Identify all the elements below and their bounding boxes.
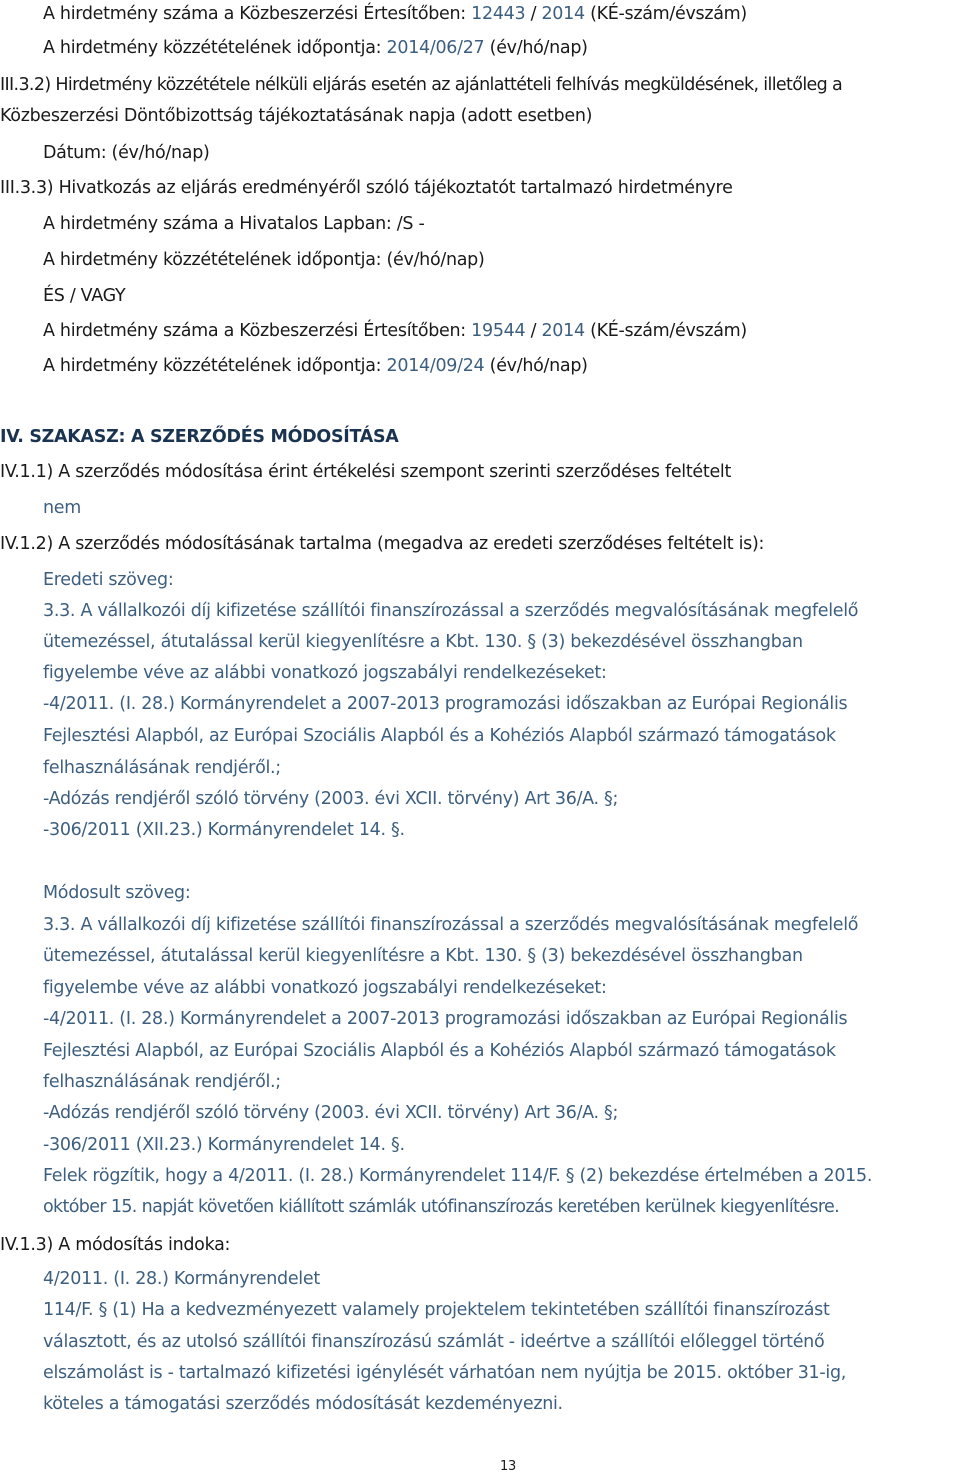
ke-number: 12443 xyxy=(471,4,526,24)
original-text-line: figyelembe véve az alábbi vonatkozó jogszabályi rendelkezéseket: xyxy=(43,663,607,683)
original-text-line: 3.3. A vállalkozói díj kifizetése szállítói finanszírozással a szerződés megvalósításának megfelelő xyxy=(43,601,859,621)
original-text-line: felhasználásának rendjéről.; xyxy=(43,758,281,778)
original-text-line: -Adózás rendjéről szóló törvény (2003. évi XCII. törvény) Art 36/A. §; xyxy=(43,789,619,809)
iv-1-2-question: IV.1.2) A szerződés módosításának tartalma (megadva az eredeti szerződéses feltételt is): xyxy=(0,534,765,554)
ojeu-publication-date: A hirdetmény közzétételének időpontja: (év/hó/nap) xyxy=(43,250,485,270)
reason-line: 4/2011. (I. 28.) Kormányrendelet xyxy=(43,1269,320,1289)
original-text-line: Fejlesztési Alapból, az Európai Szociális Alapból és a Kohéziós Alapból származó támogatások xyxy=(43,726,836,746)
and-or-separator: ÉS / VAGY xyxy=(43,286,126,306)
ke-publication-date-line: A hirdetmény közzétételének időpontja: 2014/06/27 (év/hó/nap) xyxy=(43,38,588,58)
ke-notice-number-line: A hirdetmény száma a Közbeszerzési Értesítőben: 12443 / 2014 (KÉ-szám/évszám) xyxy=(43,4,747,24)
modified-text-line: -Adózás rendjéről szóló törvény (2003. évi XCII. törvény) Art 36/A. §; xyxy=(43,1103,619,1123)
page-number: 13 xyxy=(500,1459,516,1474)
ke-notice-number-line-2: A hirdetmény száma a Közbeszerzési Értesítőben: 19544 / 2014 (KÉ-szám/évszám) xyxy=(43,321,747,341)
modified-text-line: Fejlesztési Alapból, az Európai Szociális Alapból és a Kohéziós Alapból származó támogatások xyxy=(43,1041,836,1061)
iv-1-1-answer: nem xyxy=(43,498,82,518)
ke-publication-date-line-2: A hirdetmény közzétételének időpontja: 2014/09/24 (év/hó/nap) xyxy=(43,356,588,376)
section-333-heading: III.3.3) Hivatkozás az eljárás eredményéről szóló tájékoztatót tartalmazó hirdetményre xyxy=(0,178,733,198)
original-text-line: -306/2011 (XII.23.) Kormányrendelet 14. §. xyxy=(43,820,405,840)
section-iv-title: IV. SZAKASZ: A SZERZŐDÉS MÓDOSÍTÁSA xyxy=(0,427,399,447)
modified-text-line: felhasználásának rendjéről.; xyxy=(43,1072,281,1092)
reason-line: választott, és az utolsó szállítói finanszírozású számlát - ideértve a szállítói előleggel történő xyxy=(43,1332,825,1352)
section-332-heading-line2: Közbeszerzési Döntőbizottság tájékoztatásának napja (adott esetben) xyxy=(0,106,593,126)
section-332-heading-line1: III.3.2) Hirdetmény közzététele nélküli eljárás esetén az ajánlattételi felhívás megküldésének, illetőleg a xyxy=(0,75,843,95)
modified-text-line: -4/2011. (I. 28.) Kormányrendelet a 2007-2013 programozási időszakban az Európai Regionális xyxy=(43,1009,848,1029)
modified-text-label: Módosult szöveg: xyxy=(43,883,191,903)
modified-text-line: október 15. napját követően kiállított számlák utófinanszírozás keretében kerülnek kiegyenlítésre. xyxy=(43,1197,840,1217)
original-text-line: ütemezéssel, átutalással kerül kiegyenlítésre a Kbt. 130. § (3) bekezdésével összhangban xyxy=(43,632,803,652)
section-332-date: Dátum: (év/hó/nap) xyxy=(43,143,210,163)
modified-text-line: -306/2011 (XII.23.) Kormányrendelet 14. §. xyxy=(43,1135,405,1155)
original-text-line: -4/2011. (I. 28.) Kormányrendelet a 2007-2013 programozási időszakban az Európai Regionális xyxy=(43,694,848,714)
iv-1-3-question: IV.1.3) A módosítás indoka: xyxy=(0,1235,231,1255)
modified-text-line: 3.3. A vállalkozói díj kifizetése szállítói finanszírozással a szerződés megvalósításának megfelelő xyxy=(43,915,859,935)
modified-text-line: figyelembe véve az alábbi vonatkozó jogszabályi rendelkezéseket: xyxy=(43,978,607,998)
ke-year: 2014 xyxy=(541,4,585,24)
modified-text-line: ütemezéssel, átutalással kerül kiegyenlítésre a Kbt. 130. § (3) bekezdésével összhangban xyxy=(43,946,803,966)
ke-year-2: 2014 xyxy=(541,321,585,341)
publication-date-2: 2014/09/24 xyxy=(386,356,485,376)
reason-line: elszámolást is - tartalmazó kifizetési igénylését várhatóan nem nyújtja be 2015. október 31-ig, xyxy=(43,1363,847,1383)
modified-text-line: Felek rögzítik, hogy a 4/2011. (I. 28.) Kormányrendelet 114/F. § (2) bekezdése értelmében a 2015. xyxy=(43,1166,873,1186)
reason-line: 114/F. § (1) Ha a kedvezményezett valamely projektelem tekintetében szállítói finanszírozást xyxy=(43,1300,830,1320)
iv-1-1-question: IV.1.1) A szerződés módosítása érint értékelési szempont szerinti szerződéses feltételt xyxy=(0,462,732,482)
original-text-label: Eredeti szöveg: xyxy=(43,570,174,590)
publication-date: 2014/06/27 xyxy=(386,38,485,58)
ke-number-2: 19544 xyxy=(471,321,526,341)
ojeu-notice-number: A hirdetmény száma a Hivatalos Lapban: /S - xyxy=(43,214,425,234)
reason-line: köteles a támogatási szerződés módosítását kezdeményezni. xyxy=(43,1394,563,1414)
